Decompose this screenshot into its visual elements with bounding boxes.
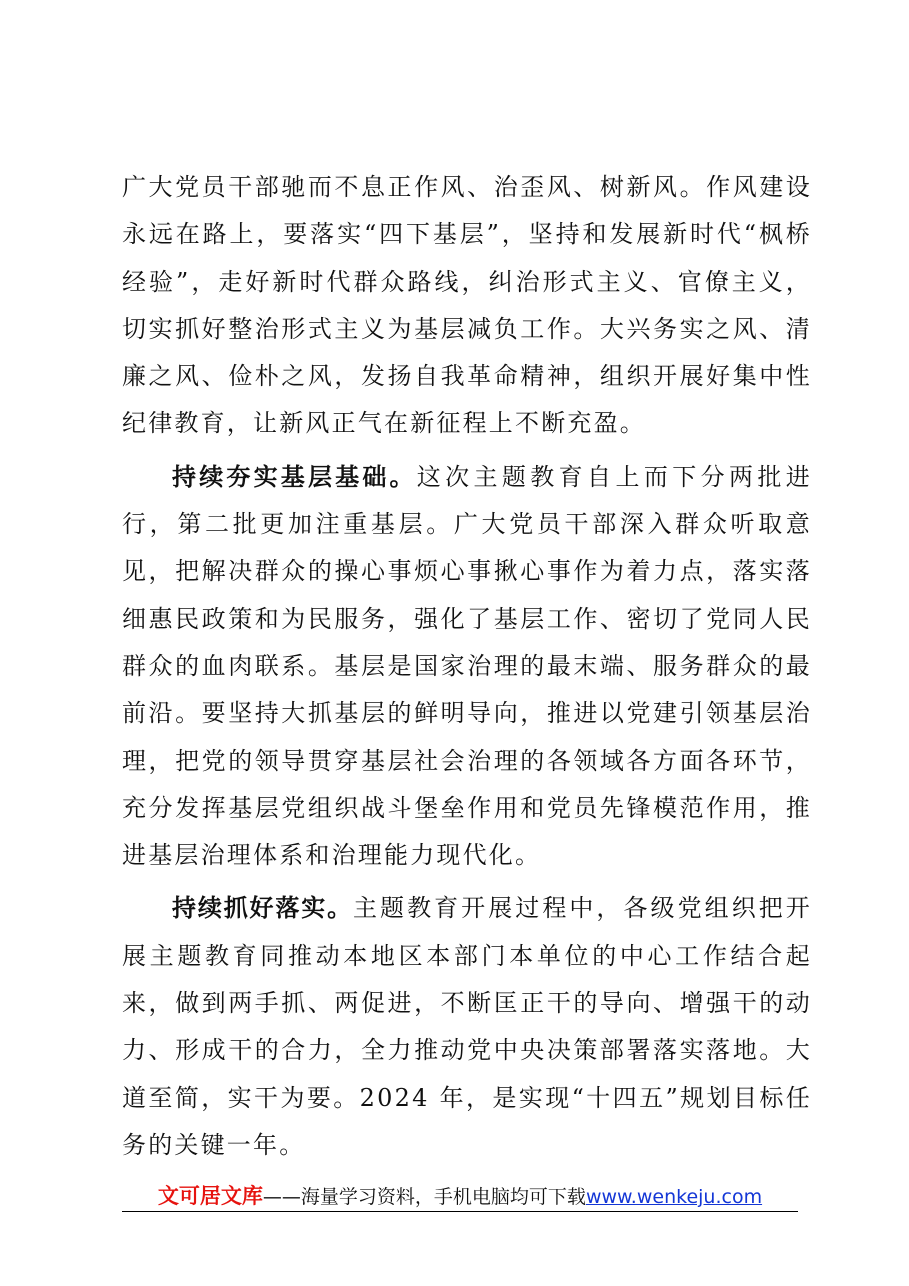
paragraph-text: 这次主题教育自上而下分两批进行，第二批更加注重基层。广大党员干部深入群众听取意见，把解决群众的操心事烦心事揪心事作为着力点，落实落细惠民政策和为民服务，强化了基层工作、密切了党同人民群众的血肉联系。基层是国家治理的最末端、服务群众的最前沿。要坚持大抓基层的鲜明导向，推进以党建引领基层治理，把党的领导贯穿基层社会治理的各领域各方面各环节，充分发挥基层党组织战斗堡垒作用和党员先锋模范作用，推进基层治理体系和治理能力现代化。 — [122, 462, 812, 870]
footer-brand: 文可居文库 — [157, 1184, 263, 1208]
paragraph-lead-heading: 持续抓好落实。 — [172, 894, 353, 923]
paragraph-implementation — [122, 885, 812, 1169]
paragraph-work-style — [122, 164, 812, 448]
footer-website-link[interactable]: www.wenkeju.com — [585, 1186, 763, 1208]
paragraph-text: 广大党员干部驰而不息正作风、治歪风、树新风。作风建设永远在路上，要落实“四下基层”，坚持和发展新时代“枫桥经验”，走好新时代群众路线，纠治形式主义、官僚主义，切实抓好整治形式主义为基层减负工作。大兴务实之风、清廉之风、俭朴之风，发扬自我革命精神，组织开展好集中性纪律教育，让新风正气在新征程上不断充盈。 — [122, 173, 812, 438]
page-footer — [122, 1182, 798, 1212]
paragraph-grassroots — [122, 454, 812, 880]
paragraph-lead-heading: 持续夯实基层基础。 — [172, 462, 417, 491]
footer-tagline: ——海量学习资料，手机电脑均可下载 — [262, 1186, 586, 1208]
document-body — [122, 164, 812, 1175]
paragraph-text: 主题教育开展过程中，各级党组织把开展主题教育同推动本地区本部门本单位的中心工作结合起来，做到两手抓、两促进，不断匡正干的导向、增强干的动力、形成干的合力，全力推动党中央决策部署落实落地。大道至简，实干为要。2024 年，是实现“十四五”规划目标任务的关键一年。 — [122, 894, 812, 1159]
footer-divider — [122, 1211, 798, 1212]
